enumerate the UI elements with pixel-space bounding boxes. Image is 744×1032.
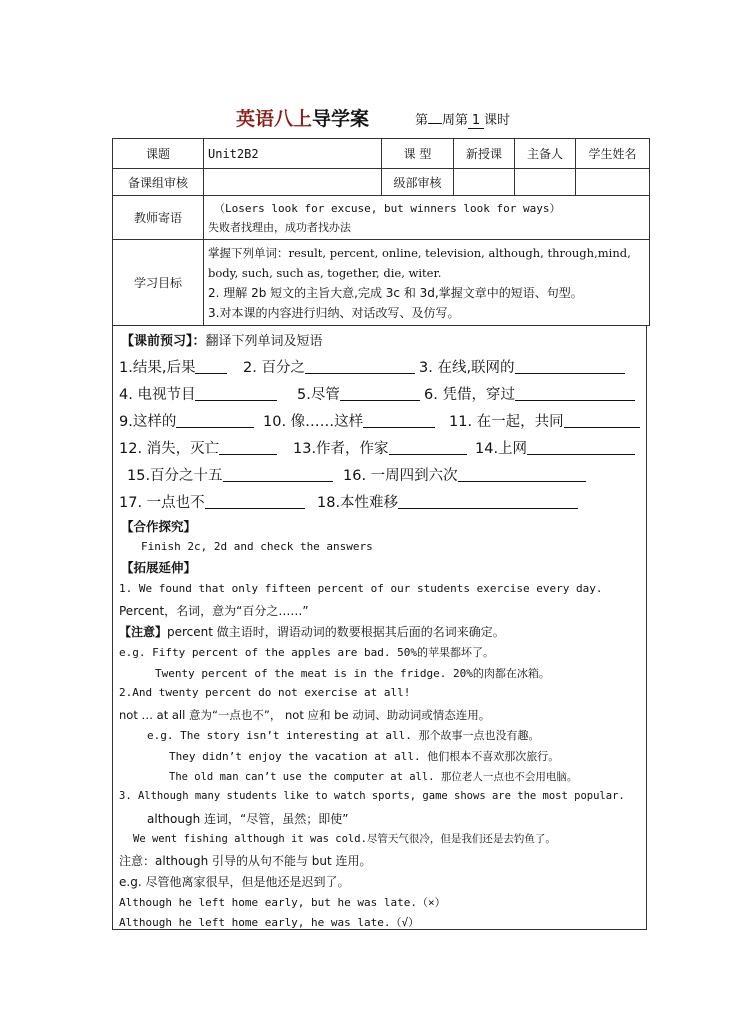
- answer-blank[interactable]: [340, 386, 420, 401]
- preview-heading-label: 【课前预习】：: [121, 334, 206, 349]
- extend-line: Although he left home early, but he was late.（×）: [119, 896, 446, 909]
- dept-review-cell-3[interactable]: [576, 169, 650, 196]
- extend-line: Although he left home early, he was late.（√）: [119, 916, 420, 929]
- title-black: 导学案: [312, 108, 370, 130]
- period-week: 周第: [442, 113, 469, 128]
- period-suffix: 课时: [484, 113, 511, 128]
- extend-line: They didn’t enjoy the vacation at all. 他们根本不喜欢那次旅行。: [169, 750, 560, 763]
- vocab-item: [119, 356, 227, 377]
- answer-blank[interactable]: [195, 359, 227, 374]
- answer-blank[interactable]: [195, 386, 277, 401]
- type-label: 课 型: [382, 139, 454, 169]
- vocab-item-text: 11. 在一起，共同: [449, 414, 564, 430]
- extend-line: e.g. The story isn’t interesting at all. 那个故事一点也没有趣。: [147, 729, 540, 742]
- group-review-label: 备课组审核: [113, 169, 204, 196]
- page-title: [236, 104, 369, 131]
- group-review-cell[interactable]: [204, 169, 382, 196]
- answer-blank[interactable]: [305, 359, 415, 374]
- topic-label: 课题: [113, 139, 204, 169]
- goals-cell: [204, 240, 650, 326]
- vocab-item: [243, 356, 415, 377]
- motto-en: （Losers look for excuse, but winners look for ways）: [214, 202, 561, 215]
- dept-review-label: 级部审核: [382, 169, 454, 196]
- answer-blank[interactable]: [398, 494, 578, 509]
- extend-line: not … at all 意为“一点也不”， not 应和 be 动词、助动词或情态连用。: [119, 708, 491, 722]
- preparer-label: 主备人: [515, 139, 576, 169]
- extend-line: although 连词，“尽管，虽然；即使”: [147, 812, 349, 826]
- student-label: 学生姓名: [576, 139, 650, 169]
- goal-line-1: 掌握下列单词：result, percent, online, television, although, through,mind,: [208, 245, 631, 260]
- vocab-item: [119, 437, 277, 458]
- vocab-item-text: 16. 一周四到六次: [343, 468, 458, 484]
- extend-line: Percent，名词，意为“百分之……”: [119, 604, 309, 618]
- cooperate-text: Finish 2c, 2d and check the answers: [141, 540, 373, 553]
- vocab-item-text: 14.上网: [475, 441, 528, 457]
- motto-label: 教师寄语: [113, 196, 204, 240]
- answer-blank[interactable]: [389, 440, 467, 455]
- vocab-item-text: 2. 百分之: [243, 360, 305, 376]
- extend-line: e.g. Fifty percent of the apples are bad. 50%的苹果都坏了。: [119, 646, 495, 659]
- motto-cn: 失败者找理由，成功者找办法: [208, 221, 351, 234]
- extend-line: The old man can’t use the computer at all. 那位老人一点也不会用电脑。: [169, 771, 578, 783]
- info-table: [112, 138, 650, 326]
- vocab-item-text: 15.百分之十五: [127, 468, 223, 484]
- table-row: [113, 139, 650, 169]
- preview-instruction: 翻译下列单词及短语: [205, 334, 323, 349]
- dept-review-cell-1[interactable]: [454, 169, 515, 196]
- answer-blank[interactable]: [515, 359, 625, 374]
- vocab-item-text: 10. 像……这样: [263, 414, 364, 430]
- extend-line: We went fishing although it was cold.尽管天气很冷，但是我们还是去钓鱼了。: [133, 833, 556, 845]
- vocab-item: [419, 356, 625, 377]
- vocab-item: [119, 410, 254, 431]
- lesson-period: [415, 109, 510, 129]
- worksheet-body: [112, 326, 647, 930]
- vocab-item: [475, 437, 635, 458]
- table-row: [113, 169, 650, 196]
- vocab-item-text: 9.这样的: [119, 414, 177, 430]
- answer-blank[interactable]: [205, 494, 305, 509]
- vocab-item: [127, 464, 333, 485]
- topic-value: Unit2B2: [204, 139, 382, 169]
- vocab-item-text: 13.作者，作家: [293, 441, 389, 457]
- extend-line: Twenty percent of the meat is in the fridge. 20%的肉都在冰箱。: [155, 667, 550, 680]
- vocab-item: [263, 410, 435, 431]
- vocab-item: [424, 383, 635, 404]
- extend-heading: 【拓展延伸】: [121, 560, 197, 575]
- vocab-item: [449, 410, 640, 431]
- answer-blank[interactable]: [176, 413, 254, 428]
- extend-line: 3. Although many students like to watch sports, game shows are the most popular.: [119, 790, 625, 802]
- period-num: 1: [468, 113, 484, 129]
- goals-label: 学习目标: [113, 240, 204, 326]
- answer-blank[interactable]: [515, 386, 635, 401]
- note-label: 【注意】: [119, 625, 168, 639]
- vocab-item: [343, 464, 586, 485]
- vocab-item-text: 17. 一点也不: [119, 495, 205, 511]
- header: [0, 104, 744, 132]
- vocab-item-text: 3. 在线,联网的: [419, 360, 515, 376]
- goal-line-3: 2. 理解 2b 短文的主旨大意,完成 3c 和 3d,掌握文章中的短语、句型。: [208, 285, 583, 300]
- period-prefix: 第: [415, 113, 429, 128]
- vocab-item-text: 6. 凭借，穿过: [424, 387, 515, 403]
- answer-blank[interactable]: [223, 467, 333, 482]
- vocab-item: [119, 491, 305, 512]
- vocab-item-text: 1.结果,后果: [119, 360, 196, 376]
- vocab-item-text: 4. 电视节目: [119, 387, 196, 403]
- answer-blank[interactable]: [363, 413, 435, 428]
- answer-blank[interactable]: [564, 413, 640, 428]
- vocab-item-text: 12. 消失，灭亡: [119, 441, 220, 457]
- answer-blank[interactable]: [527, 440, 635, 455]
- vocab-item: [297, 383, 420, 404]
- vocab-item-text: 18.本性难移: [317, 495, 399, 511]
- week-blank[interactable]: [428, 123, 442, 124]
- title-red: 英语八上: [236, 108, 313, 130]
- extend-line: 1. We found that only fifteen percent of our students exercise every day.: [119, 582, 603, 595]
- motto-cell: [204, 196, 650, 240]
- vocab-item: [119, 383, 277, 404]
- goal-line-2: body, such, such as, together, die, witer.: [208, 265, 442, 280]
- extend-line: e.g. 尽管他离家很早，但是他还是迟到了。: [119, 875, 350, 889]
- preview-heading: [121, 330, 323, 349]
- table-row: [113, 196, 650, 240]
- answer-blank[interactable]: [219, 440, 277, 455]
- cooperate-heading: 【合作探究】: [121, 519, 197, 534]
- goal-line-4: 3.对本课的内容进行归纳、对话改写、及仿写。: [208, 305, 460, 320]
- extend-line: [119, 623, 505, 640]
- answer-blank[interactable]: [458, 467, 586, 482]
- note-text: percent 做主语时，谓语动词的数要根据其后面的名词来确定。: [167, 625, 505, 639]
- extend-line: 注意：although 引导的从句不能与 but 连用。: [119, 854, 372, 868]
- type-value: 新授课: [454, 139, 515, 169]
- vocab-item: [317, 491, 578, 512]
- extend-line: 2.And twenty percent do not exercise at all!: [119, 686, 411, 699]
- table-row: [113, 240, 650, 326]
- vocab-item: [293, 437, 467, 458]
- dept-review-cell-2[interactable]: [515, 169, 576, 196]
- vocab-item-text: 5.尽管: [297, 387, 340, 403]
